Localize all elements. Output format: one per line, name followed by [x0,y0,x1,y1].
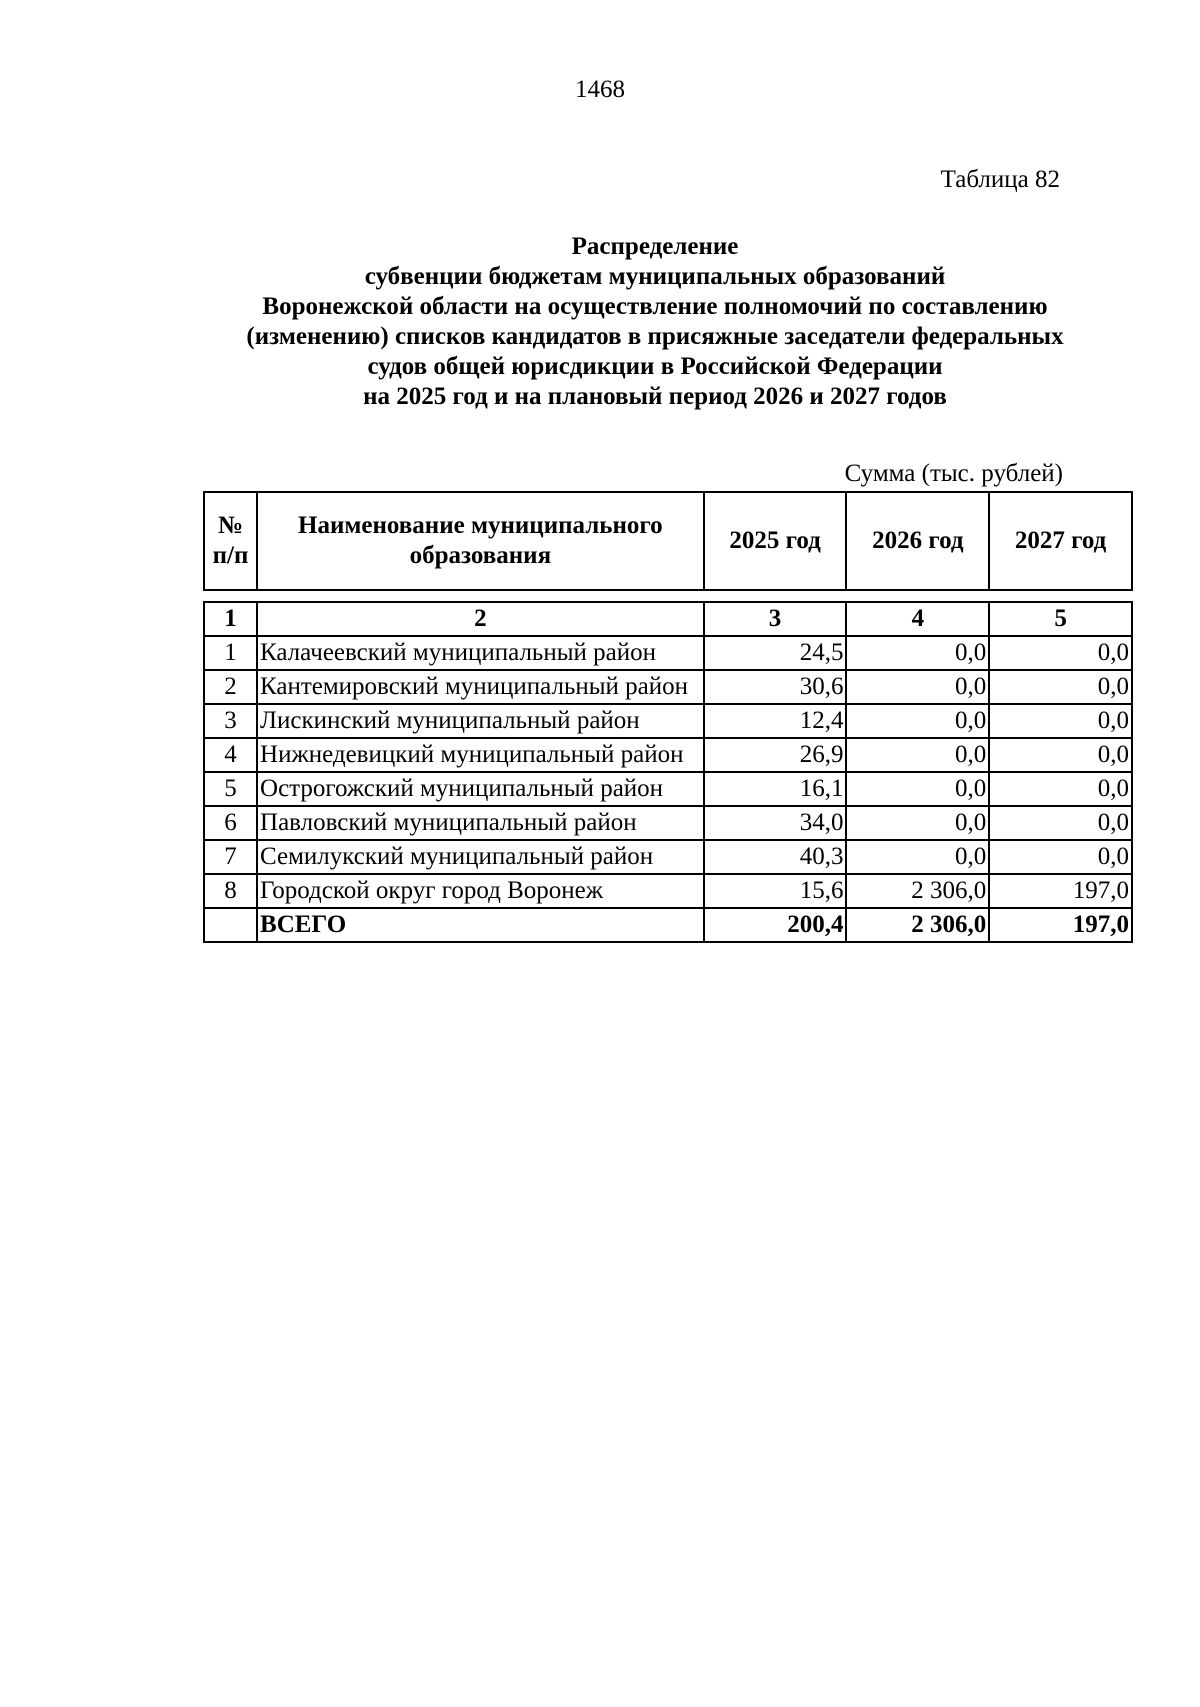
row-number: 7 [204,840,257,874]
value-2027: 0,0 [989,840,1132,874]
row-number: 1 [204,636,257,670]
title-line: Распределение [571,233,739,260]
value-2026: 2 306,0 [846,874,989,908]
total-num [204,908,257,942]
row-number: 3 [204,704,257,738]
title-line: субвенции бюджетам муниципальных образований [364,263,946,290]
value-2027: 0,0 [989,772,1132,806]
value-2025: 30,6 [704,670,847,704]
table-row [204,772,1132,806]
total-2026: 2 306,0 [846,908,989,942]
value-2025: 24,5 [704,636,847,670]
column-index-row [204,602,1132,636]
header-num-line2: п/п [212,542,249,569]
value-2026: 0,0 [846,636,989,670]
value-2025: 16,1 [704,772,847,806]
municipality-name: Калачеевский муниципальный район [257,636,704,670]
value-2027: 0,0 [989,738,1132,772]
row-number: 6 [204,806,257,840]
table-row [204,670,1132,704]
table-row [204,636,1132,670]
value-2026: 0,0 [846,806,989,840]
municipality-name: Нижнедевицкий муниципальный район [257,738,704,772]
header-2027: 2027 год [989,492,1132,590]
table-row [204,874,1132,908]
header-num [204,492,257,590]
value-2027: 0,0 [989,670,1132,704]
value-2026: 0,0 [846,670,989,704]
value-2025: 15,6 [704,874,847,908]
header-2026: 2026 год [846,492,989,590]
header-num-line1: № [217,512,244,539]
municipality-name: Городской округ город Воронеж [257,874,704,908]
page-number: 1468 [575,76,625,103]
table-row [204,840,1132,874]
value-2025: 40,3 [704,840,847,874]
unit-label: Сумма (тыс. рублей) [844,460,1063,487]
value-2025: 12,4 [704,704,847,738]
value-2026: 0,0 [846,840,989,874]
header-name [257,492,704,590]
value-2026: 0,0 [846,704,989,738]
header-2025: 2025 год [704,492,847,590]
value-2027: 0,0 [989,704,1132,738]
value-2026: 0,0 [846,738,989,772]
row-number: 4 [204,738,257,772]
municipality-name: Острогожский муниципальный район [257,772,704,806]
municipality-name: Кантемировский муниципальный район [257,670,704,704]
document-title [180,232,1130,412]
value-2027: 0,0 [989,806,1132,840]
total-2027: 197,0 [989,908,1132,942]
total-row [204,908,1132,942]
municipality-name: Лискинский муниципальный район [257,704,704,738]
total-label: ВСЕГО [257,908,704,942]
value-2026: 0,0 [846,772,989,806]
municipality-name: Павловский муниципальный район [257,806,704,840]
data-table [203,601,1133,943]
value-2027: 197,0 [989,874,1132,908]
value-2025: 26,9 [704,738,847,772]
total-2025: 200,4 [704,908,847,942]
row-number: 8 [204,874,257,908]
table-row [204,738,1132,772]
municipality-name: Семилукский муниципальный район [257,840,704,874]
row-number: 5 [204,772,257,806]
table-header [203,491,1133,591]
header-name-line2: образования [409,542,552,569]
title-line: судов общей юрисдикции в Российской Федерации [367,353,943,380]
header-row [204,492,1132,590]
column-index: 1 [204,602,257,636]
header-name-line1: Наименование муниципального [298,512,663,539]
value-2027: 0,0 [989,636,1132,670]
column-index: 3 [704,602,847,636]
title-line: на 2025 год и на плановый период 2026 и 2027 годов [363,383,947,410]
title-line: (изменению) списков кандидатов в присяжные заседатели федеральных [246,323,1064,350]
column-index: 5 [989,602,1132,636]
table-row [204,704,1132,738]
row-number: 2 [204,670,257,704]
table-label: Таблица 82 [940,166,1060,193]
column-index: 4 [846,602,989,636]
title-line: Воронежской области на осуществление полномочий по составлению [262,293,1048,320]
table-row [204,806,1132,840]
column-index: 2 [257,602,704,636]
value-2025: 34,0 [704,806,847,840]
